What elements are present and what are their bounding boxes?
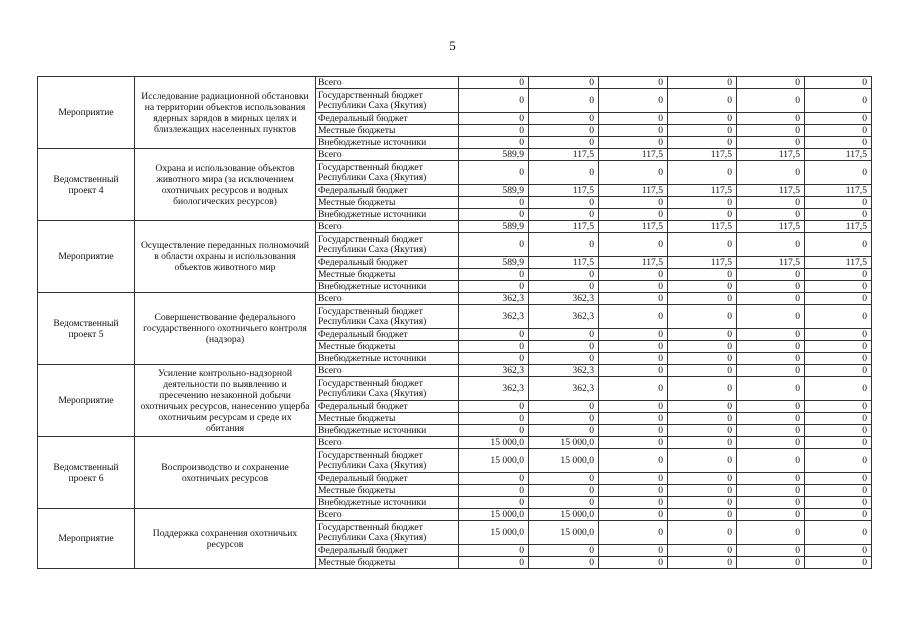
value-cell: 0: [737, 473, 805, 485]
value-cell: 15 000,0: [529, 437, 599, 449]
value-cell: 15 000,0: [529, 521, 599, 545]
value-cell: 0: [805, 161, 872, 185]
value-cell: 0: [737, 413, 805, 425]
value-cell: 362,3: [529, 293, 599, 305]
value-cell: 117,5: [668, 185, 737, 197]
value-cell: 117,5: [737, 149, 805, 161]
value-cell: 0: [737, 353, 805, 365]
funding-source-cell: Государственный бюджет Республики Саха (Якутия): [316, 89, 459, 113]
value-cell: 0: [737, 137, 805, 149]
value-cell: 0: [805, 509, 872, 521]
value-cell: 0: [805, 557, 872, 569]
value-cell: 0: [737, 305, 805, 329]
funding-source-cell: Всего: [316, 149, 459, 161]
value-cell: 0: [459, 113, 529, 125]
value-cell: 0: [599, 197, 668, 209]
funding-source-cell: Местные бюджеты: [316, 341, 459, 353]
value-cell: 0: [737, 197, 805, 209]
value-cell: 0: [805, 305, 872, 329]
value-cell: 589,9: [459, 149, 529, 161]
funding-source-cell: Федеральный бюджет: [316, 113, 459, 125]
value-cell: 0: [599, 497, 668, 509]
value-cell: 0: [459, 413, 529, 425]
value-cell: 0: [737, 161, 805, 185]
value-cell: 0: [599, 269, 668, 281]
table-row: [38, 437, 872, 449]
value-cell: 0: [459, 353, 529, 365]
value-cell: 0: [668, 401, 737, 413]
section-name-cell: Поддержка сохранения охотничьих ресурсов: [135, 509, 316, 569]
value-cell: 0: [737, 545, 805, 557]
value-cell: 0: [668, 125, 737, 137]
value-cell: 0: [737, 113, 805, 125]
funding-source-cell: Местные бюджеты: [316, 413, 459, 425]
funding-source-cell: Федеральный бюджет: [316, 401, 459, 413]
value-cell: 0: [529, 269, 599, 281]
value-cell: 0: [668, 449, 737, 473]
value-cell: 0: [805, 365, 872, 377]
value-cell: 0: [737, 437, 805, 449]
value-cell: 117,5: [529, 185, 599, 197]
funding-source-cell: Государственный бюджет Республики Саха (Якутия): [316, 161, 459, 185]
funding-source-cell: Всего: [316, 221, 459, 233]
value-cell: 0: [805, 449, 872, 473]
value-cell: 0: [805, 269, 872, 281]
funding-source-cell: Внебюджетные источники: [316, 497, 459, 509]
value-cell: 117,5: [737, 221, 805, 233]
value-cell: 117,5: [805, 257, 872, 269]
value-cell: 0: [599, 209, 668, 221]
value-cell: 0: [737, 89, 805, 113]
section-name-cell: Осуществление переданных полномочий в области охраны и использования объектов животного мир: [135, 221, 316, 293]
value-cell: 0: [737, 209, 805, 221]
value-cell: 0: [459, 557, 529, 569]
value-cell: 0: [737, 557, 805, 569]
value-cell: 0: [668, 341, 737, 353]
value-cell: 589,9: [459, 257, 529, 269]
value-cell: 0: [668, 77, 737, 89]
value-cell: 0: [805, 413, 872, 425]
value-cell: 0: [529, 497, 599, 509]
value-cell: 362,3: [459, 293, 529, 305]
value-cell: 0: [668, 521, 737, 545]
funding-source-cell: Местные бюджеты: [316, 485, 459, 497]
table-row: [38, 77, 872, 89]
value-cell: 0: [599, 545, 668, 557]
value-cell: 0: [668, 485, 737, 497]
value-cell: 0: [529, 425, 599, 437]
value-cell: 362,3: [459, 377, 529, 401]
value-cell: 0: [737, 293, 805, 305]
value-cell: 0: [805, 485, 872, 497]
section-type-cell: Ведомственный проект 6: [38, 437, 135, 509]
value-cell: 0: [668, 473, 737, 485]
value-cell: 0: [737, 425, 805, 437]
value-cell: 0: [668, 365, 737, 377]
funding-source-cell: Государственный бюджет Республики Саха (Якутия): [316, 521, 459, 545]
value-cell: 0: [599, 413, 668, 425]
value-cell: 0: [529, 197, 599, 209]
funding-source-cell: Внебюджетные источники: [316, 425, 459, 437]
value-cell: 117,5: [599, 221, 668, 233]
value-cell: 362,3: [529, 365, 599, 377]
value-cell: 117,5: [805, 149, 872, 161]
value-cell: 0: [737, 485, 805, 497]
value-cell: 0: [737, 449, 805, 473]
value-cell: 0: [599, 365, 668, 377]
value-cell: 0: [529, 209, 599, 221]
value-cell: 0: [737, 521, 805, 545]
section-type-cell: Ведомственный проект 4: [38, 149, 135, 221]
value-cell: 0: [599, 425, 668, 437]
funding-source-cell: Местные бюджеты: [316, 125, 459, 137]
value-cell: 0: [459, 341, 529, 353]
section-type-cell: Мероприятие: [38, 509, 135, 569]
value-cell: 362,3: [459, 305, 529, 329]
value-cell: 589,9: [459, 221, 529, 233]
value-cell: 0: [599, 89, 668, 113]
value-cell: 117,5: [805, 221, 872, 233]
value-cell: 117,5: [737, 185, 805, 197]
page-number: 5: [449, 38, 456, 53]
value-cell: 0: [529, 125, 599, 137]
value-cell: 0: [599, 557, 668, 569]
value-cell: 0: [668, 509, 737, 521]
value-cell: 0: [737, 281, 805, 293]
funding-source-cell: Местные бюджеты: [316, 197, 459, 209]
value-cell: 0: [805, 329, 872, 341]
value-cell: 0: [668, 269, 737, 281]
value-cell: 0: [459, 125, 529, 137]
value-cell: 0: [529, 77, 599, 89]
value-cell: 0: [599, 449, 668, 473]
value-cell: 0: [599, 485, 668, 497]
value-cell: 0: [805, 521, 872, 545]
value-cell: 362,3: [529, 305, 599, 329]
value-cell: 15 000,0: [459, 521, 529, 545]
value-cell: 0: [737, 509, 805, 521]
value-cell: 0: [805, 197, 872, 209]
value-cell: 0: [459, 473, 529, 485]
section-type-cell: Мероприятие: [38, 365, 135, 437]
funding-source-cell: Всего: [316, 293, 459, 305]
value-cell: 0: [805, 425, 872, 437]
value-cell: 15 000,0: [459, 509, 529, 521]
table-row: [38, 221, 872, 233]
value-cell: 0: [737, 77, 805, 89]
funding-source-cell: Внебюджетные источники: [316, 209, 459, 221]
funding-source-cell: Федеральный бюджет: [316, 545, 459, 557]
value-cell: 0: [805, 353, 872, 365]
section-type-cell: Мероприятие: [38, 77, 135, 149]
value-cell: 0: [805, 545, 872, 557]
value-cell: 0: [459, 545, 529, 557]
section-type-cell: Мероприятие: [38, 221, 135, 293]
value-cell: 0: [737, 341, 805, 353]
value-cell: 0: [599, 521, 668, 545]
value-cell: 589,9: [459, 185, 529, 197]
value-cell: 0: [529, 137, 599, 149]
value-cell: 0: [599, 509, 668, 521]
value-cell: 117,5: [668, 221, 737, 233]
value-cell: 0: [668, 161, 737, 185]
value-cell: 0: [599, 137, 668, 149]
value-cell: 0: [805, 209, 872, 221]
value-cell: 0: [668, 437, 737, 449]
funding-source-cell: Всего: [316, 365, 459, 377]
value-cell: 0: [599, 233, 668, 257]
section-name-cell: Охрана и использование объектов животного мира (за исключением охотничьих ресурсов и водных биологических ресурсов): [135, 149, 316, 221]
value-cell: 0: [668, 377, 737, 401]
value-cell: 15 000,0: [529, 449, 599, 473]
value-cell: 0: [668, 557, 737, 569]
value-cell: 0: [599, 281, 668, 293]
value-cell: 0: [805, 113, 872, 125]
value-cell: 117,5: [668, 149, 737, 161]
value-cell: 0: [805, 89, 872, 113]
value-cell: 0: [668, 545, 737, 557]
value-cell: 0: [599, 125, 668, 137]
value-cell: 0: [529, 545, 599, 557]
value-cell: 0: [529, 473, 599, 485]
table-row: [38, 149, 872, 161]
value-cell: 0: [459, 77, 529, 89]
value-cell: 0: [599, 473, 668, 485]
section-name-cell: Воспроизводство и сохранение охотничьих ресурсов: [135, 437, 316, 509]
value-cell: 0: [668, 305, 737, 329]
value-cell: 117,5: [599, 185, 668, 197]
value-cell: 0: [805, 125, 872, 137]
value-cell: 0: [737, 125, 805, 137]
funding-source-cell: Местные бюджеты: [316, 557, 459, 569]
value-cell: 0: [459, 89, 529, 113]
value-cell: 0: [805, 341, 872, 353]
value-cell: 117,5: [599, 257, 668, 269]
value-cell: 0: [668, 233, 737, 257]
value-cell: 15 000,0: [459, 449, 529, 473]
value-cell: 0: [805, 437, 872, 449]
funding-source-cell: Местные бюджеты: [316, 269, 459, 281]
value-cell: 0: [459, 329, 529, 341]
value-cell: 117,5: [529, 221, 599, 233]
value-cell: 0: [529, 485, 599, 497]
value-cell: 0: [668, 413, 737, 425]
value-cell: 0: [737, 269, 805, 281]
section-name-cell: Исследование радиационной обстановки на территории объектов использования ядерных зарядов в мирных целях и близлежащих населенных пунктов: [135, 77, 316, 149]
table-row: [38, 365, 872, 377]
funding-source-cell: Государственный бюджет Республики Саха (Якутия): [316, 305, 459, 329]
value-cell: 0: [599, 341, 668, 353]
section-name-cell: Совершенствование федерального государственного охотничьего контроля (надзора): [135, 293, 316, 365]
value-cell: 0: [459, 425, 529, 437]
value-cell: 0: [805, 473, 872, 485]
value-cell: 0: [599, 305, 668, 329]
value-cell: 0: [599, 437, 668, 449]
value-cell: 0: [599, 353, 668, 365]
value-cell: 0: [599, 113, 668, 125]
value-cell: 0: [459, 485, 529, 497]
funding-source-cell: Всего: [316, 77, 459, 89]
value-cell: 0: [805, 293, 872, 305]
value-cell: 117,5: [529, 257, 599, 269]
value-cell: 0: [737, 401, 805, 413]
value-cell: 0: [599, 329, 668, 341]
value-cell: 0: [529, 233, 599, 257]
funding-source-cell: Государственный бюджет Республики Саха (Якутия): [316, 449, 459, 473]
value-cell: 0: [529, 329, 599, 341]
funding-source-cell: Федеральный бюджет: [316, 185, 459, 197]
value-cell: 0: [668, 197, 737, 209]
funding-source-cell: Внебюджетные источники: [316, 353, 459, 365]
section-name-cell: Усиление контрольно-надзорной деятельности по выявлению и пресечению незаконной добычи охотничьих ресурсов, нанесению ущерба охотничьим ресурсам и среде их обитания: [135, 365, 316, 437]
value-cell: 0: [805, 137, 872, 149]
value-cell: 0: [529, 353, 599, 365]
value-cell: 0: [529, 161, 599, 185]
value-cell: 0: [668, 137, 737, 149]
value-cell: 0: [599, 377, 668, 401]
value-cell: 0: [529, 557, 599, 569]
value-cell: 0: [459, 137, 529, 149]
value-cell: 0: [459, 233, 529, 257]
value-cell: 0: [599, 293, 668, 305]
section-type-cell: Ведомственный проект 5: [38, 293, 135, 365]
table-row: [38, 509, 872, 521]
value-cell: 117,5: [737, 257, 805, 269]
value-cell: 0: [668, 497, 737, 509]
value-cell: 0: [805, 233, 872, 257]
value-cell: 0: [805, 377, 872, 401]
budget-table: [37, 76, 872, 569]
funding-source-cell: Внебюджетные источники: [316, 281, 459, 293]
value-cell: 0: [805, 401, 872, 413]
value-cell: 0: [529, 341, 599, 353]
value-cell: 0: [459, 281, 529, 293]
value-cell: 117,5: [599, 149, 668, 161]
value-cell: 0: [668, 281, 737, 293]
value-cell: 0: [459, 209, 529, 221]
value-cell: 0: [529, 89, 599, 113]
value-cell: 0: [668, 353, 737, 365]
value-cell: 117,5: [668, 257, 737, 269]
value-cell: 0: [668, 329, 737, 341]
value-cell: 0: [668, 209, 737, 221]
value-cell: 362,3: [529, 377, 599, 401]
value-cell: 0: [668, 425, 737, 437]
value-cell: 0: [529, 413, 599, 425]
value-cell: 0: [805, 497, 872, 509]
value-cell: 0: [599, 77, 668, 89]
value-cell: 0: [599, 401, 668, 413]
value-cell: 117,5: [805, 185, 872, 197]
funding-source-cell: Внебюджетные источники: [316, 137, 459, 149]
value-cell: 0: [599, 161, 668, 185]
value-cell: 0: [737, 377, 805, 401]
value-cell: 362,3: [459, 365, 529, 377]
value-cell: 0: [529, 281, 599, 293]
value-cell: 0: [529, 113, 599, 125]
value-cell: 0: [529, 401, 599, 413]
value-cell: 0: [668, 113, 737, 125]
funding-source-cell: Всего: [316, 509, 459, 521]
value-cell: 0: [737, 233, 805, 257]
value-cell: 0: [737, 497, 805, 509]
funding-source-cell: Федеральный бюджет: [316, 473, 459, 485]
value-cell: 0: [459, 269, 529, 281]
funding-source-cell: Всего: [316, 437, 459, 449]
funding-source-cell: Федеральный бюджет: [316, 329, 459, 341]
value-cell: 0: [737, 365, 805, 377]
value-cell: 0: [737, 329, 805, 341]
value-cell: 0: [459, 161, 529, 185]
value-cell: 15 000,0: [529, 509, 599, 521]
funding-source-cell: Государственный бюджет Республики Саха (Якутия): [316, 233, 459, 257]
value-cell: 117,5: [529, 149, 599, 161]
table-row: [38, 293, 872, 305]
funding-source-cell: Государственный бюджет Республики Саха (Якутия): [316, 377, 459, 401]
value-cell: 0: [805, 77, 872, 89]
value-cell: 0: [459, 497, 529, 509]
value-cell: 0: [805, 281, 872, 293]
value-cell: 15 000,0: [459, 437, 529, 449]
value-cell: 0: [668, 89, 737, 113]
value-cell: 0: [459, 401, 529, 413]
budget-table-body: [38, 77, 872, 569]
funding-source-cell: Федеральный бюджет: [316, 257, 459, 269]
value-cell: 0: [668, 293, 737, 305]
value-cell: 0: [459, 197, 529, 209]
